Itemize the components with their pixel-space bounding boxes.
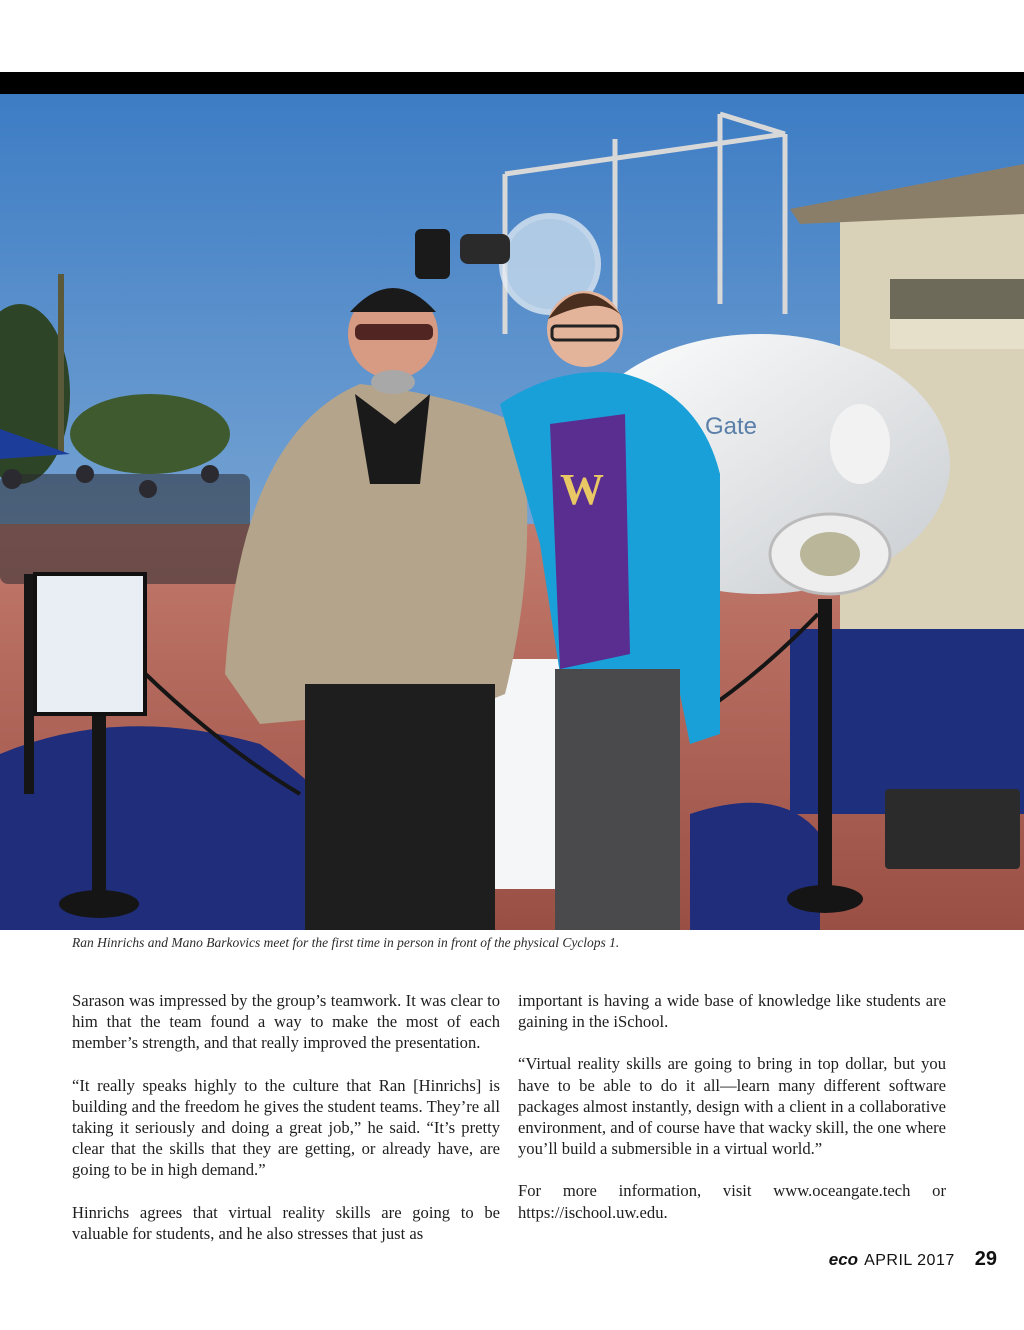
issue-date: APRIL 2017 [864,1252,955,1269]
page-footer [829,1248,997,1271]
article-column-right [518,990,946,1244]
paragraph: For more information, visit www.oceangate.tech or https://ischool.uw.edu. [518,1181,946,1222]
magazine-brand: eco [828,1250,859,1269]
paragraph: important is having a wide base of knowledge like students are gaining in the iSchool. [518,991,946,1032]
paragraph: Sarason was impressed by the group’s teamwork. It was clear to him that the team found a way to make the most of each member’s strength, and that really improved the presentation. [72,991,500,1053]
paragraph: “Virtual reality skills are going to bring in top dollar, but you have to be able to do it all—learn many different software packages almost instantly, design with a client in a collaborative environment, and of course have that wacky skill, the one where you’ll build a submersible in a virtual world.” [518,1054,946,1159]
paragraph: Hinrichs agrees that virtual reality skills are going to be valuable for students, and he also stresses that just as [72,1202,500,1243]
svg-text:W: W [560,465,604,514]
article-column-left [72,990,500,1265]
photo-illustration [0,94,1024,930]
top-black-bar [0,72,1024,94]
photo-caption: Ran Hinrichs and Mano Barkovics meet for the first time in person in front of the physical Cyclops 1. [72,935,620,950]
paragraph: “It really speaks highly to the culture that Ran [Hinrichs] is building and the freedom he gives the student teams. They’re all taking it seriously and doing a great job,” he said. “It’s pretty clear that the skills that they are getting, or already have, are going to be in high demand.” [72,1075,500,1180]
event-photo [0,94,1024,930]
svg-text:Gate: Gate [705,413,758,440]
page-number: 29 [974,1248,997,1270]
